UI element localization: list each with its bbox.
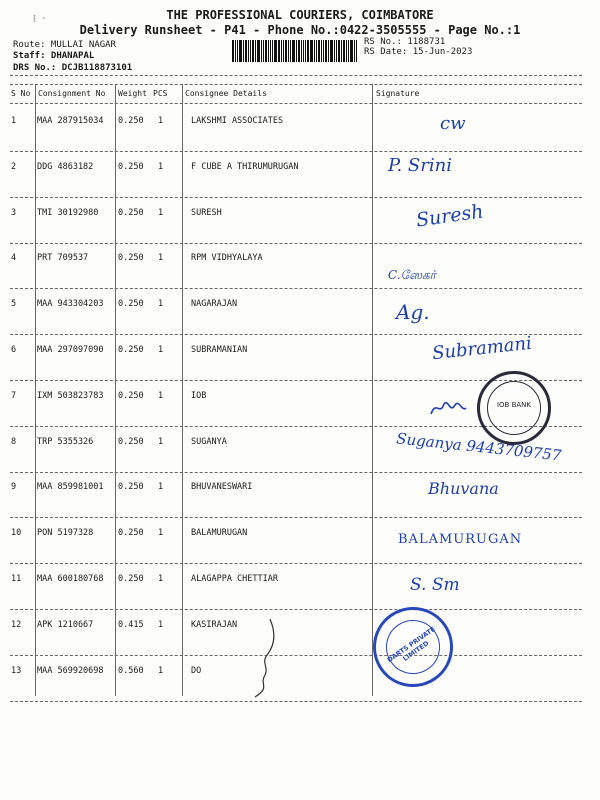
barcode-bar: [341, 40, 342, 62]
barcode-bar: [283, 40, 284, 62]
row-divider: [10, 563, 582, 564]
runsheet-title: Delivery Runsheet - P41 - Phone No.:0422-3505555 - Page No.:1: [79, 23, 521, 37]
row-divider: [10, 151, 582, 152]
cell-pcs: 1: [158, 253, 164, 264]
row-divider: [10, 701, 582, 702]
cell-weight: 0.250: [118, 207, 144, 218]
cell-consignment: TMI 30192980: [37, 207, 99, 218]
barcode-bar: [255, 40, 256, 62]
cell-consignment: TRP 5355326: [37, 436, 94, 447]
barcode-bar: [321, 40, 322, 62]
cell-weight: 0.250: [118, 574, 144, 584]
row-divider: [10, 334, 582, 335]
cell-consignment: MAA 600180768: [37, 574, 104, 584]
signature-11: S. Sm: [410, 575, 460, 595]
cell-consignee: NAGARAJAN: [191, 299, 238, 310]
barcode-bar: [296, 40, 297, 62]
barcode-bar: [310, 40, 313, 62]
cell-consignment: PON 5197328: [37, 528, 94, 539]
cell-sno: 7: [11, 390, 17, 401]
cell-sno: 1: [11, 116, 17, 126]
cell-pcs: 1: [158, 299, 164, 310]
barcode-bar: [232, 40, 234, 62]
signature-8: Suganya 9443709757: [395, 429, 563, 465]
cell-sno: 13: [11, 665, 22, 676]
cell-consignee: KASIRAJAN: [191, 619, 238, 630]
barcode-bar: [328, 40, 329, 62]
iob-stamp: [477, 371, 551, 445]
barcode-bar: [323, 40, 324, 62]
row-divider: [10, 472, 582, 473]
cell-pcs: 1: [158, 207, 164, 218]
cell-sno: 2: [11, 161, 17, 172]
cell-consignee: SURESH: [191, 207, 222, 218]
barcode-bar: [292, 40, 295, 62]
barcode-bar: [336, 40, 337, 62]
divider: [10, 103, 582, 104]
divider: [10, 84, 582, 85]
cell-sno: 3: [11, 207, 17, 218]
barcode-bar: [250, 40, 251, 62]
barcode-bar: [290, 40, 291, 62]
header-consignee: Consignee Details: [185, 89, 267, 98]
cell-sno: 8: [11, 436, 17, 447]
cell-consignment: MAA 569920698: [37, 665, 104, 676]
barcode-bar: [325, 40, 327, 62]
signature-9: Bhuvana: [428, 479, 499, 498]
barcode-bar: [257, 40, 260, 62]
barcode-bar: [245, 40, 247, 62]
cell-consignment: IXM 503823783: [37, 390, 104, 401]
barcode-bar: [298, 40, 300, 62]
barcode-bar: [265, 40, 267, 62]
barcode-bar: [346, 40, 347, 62]
header-signature: Signature: [376, 89, 420, 98]
cell-sno: 12: [11, 619, 22, 630]
cell-sno: 5: [11, 299, 17, 310]
company-stamp: [357, 591, 468, 702]
column-divider: [115, 84, 116, 696]
cell-consignee: IOB: [191, 390, 207, 401]
barcode-bar: [239, 40, 242, 62]
rs-number: RS No.: 1188731: [364, 37, 446, 47]
cell-consignee: SUBRAMANIAN: [191, 345, 248, 355]
row-divider: [10, 655, 582, 656]
signature-7-scribble: [428, 396, 468, 420]
barcode-bar: [268, 40, 269, 62]
barcode-bar: [305, 40, 306, 62]
barcode-bar: [274, 40, 277, 62]
cell-consignment: MAA 943304203: [37, 299, 104, 310]
cell-pcs: 1: [158, 436, 164, 447]
signature-10: BALAMURUGAN: [398, 532, 523, 547]
cell-weight: 0.250: [118, 299, 144, 310]
cell-weight: 0.250: [118, 116, 144, 126]
iob-stamp-text: IOB BANK: [496, 401, 532, 409]
cell-weight: 0.250: [118, 253, 144, 264]
cell-consignee: SUGANYA: [191, 436, 227, 447]
cell-pcs: 1: [158, 574, 164, 584]
rs-date: RS Date: 15-Jun-2023: [364, 47, 473, 57]
cell-pcs: 1: [158, 619, 164, 630]
company-title: THE PROFESSIONAL COURIERS, COIMBATORE: [166, 8, 434, 22]
cell-consignee: BALAMURUGAN: [191, 528, 248, 539]
cell-consignment: DDG 4863182: [37, 161, 94, 172]
header-consignment: Consignment No: [38, 89, 106, 98]
cell-pcs: 1: [158, 482, 164, 493]
strike-scribble: [245, 615, 285, 700]
barcode-bar: [354, 40, 355, 62]
column-divider: [182, 84, 183, 696]
barcode-bar: [281, 40, 282, 62]
column-divider: [372, 84, 373, 696]
barcode-bar: [248, 40, 249, 62]
barcode-bar: [272, 40, 273, 62]
header-sno: S No: [11, 89, 31, 98]
cell-weight: 0.250: [118, 482, 144, 493]
barcode-bar: [278, 40, 280, 62]
signature-5b: Ag.: [396, 300, 430, 324]
barcode-bar: [334, 40, 335, 62]
signature-3: Suresh: [414, 200, 485, 232]
cell-sno: 6: [11, 345, 17, 355]
barcode-bar: [285, 40, 287, 62]
cell-pcs: 1: [158, 161, 164, 172]
cell-consignee: DO: [191, 665, 202, 676]
cell-pcs: 1: [158, 665, 164, 676]
barcode-bar: [318, 40, 320, 62]
barcode-bar: [314, 40, 315, 62]
barcode-bar: [263, 40, 264, 62]
row-divider: [10, 609, 582, 610]
row-divider: [10, 197, 582, 198]
company-stamp-text: DARTS PRIVATE LIMITED: [385, 625, 437, 665]
route-label: Route: MULLAI NAGAR: [13, 40, 116, 50]
barcode-bar: [316, 40, 317, 62]
signature-6: Subramani: [431, 332, 533, 365]
row-divider: [10, 243, 582, 244]
staff-label: Staff: DHANAPAL: [13, 51, 95, 61]
barcode-bar: [235, 40, 236, 62]
cell-pcs: 1: [158, 390, 164, 401]
drs-number: DRS No.: DCJB118873101: [13, 63, 133, 73]
cell-weight: 0.250: [118, 390, 144, 401]
cell-sno: 9: [11, 482, 17, 493]
cell-consignment: MAA 297097090: [37, 345, 104, 355]
corner-mark: ⁅ ⁃: [32, 14, 46, 23]
cell-consignee: LAKSHMI ASSOCIATES: [191, 116, 284, 126]
cell-sno: 4: [11, 253, 17, 264]
barcode-bar: [350, 40, 353, 62]
cell-weight: 0.415: [118, 619, 144, 630]
barcode-bar: [303, 40, 304, 62]
signature-5a: C.ஸேகர்: [388, 268, 436, 282]
barcode-bar: [261, 40, 262, 62]
cell-consignment: MAA 287915034: [37, 116, 104, 126]
barcode-bar: [330, 40, 333, 62]
barcode-bar: [343, 40, 345, 62]
column-divider: [35, 84, 36, 696]
cell-consignment: MAA 859981001: [37, 482, 104, 493]
header-weight: Weight: [118, 89, 147, 98]
barcode-bar: [252, 40, 254, 62]
header-pcs: PCS: [153, 89, 168, 98]
cell-weight: 0.250: [118, 528, 144, 539]
divider: [10, 75, 582, 76]
signature-2: P. Srini: [388, 155, 452, 176]
barcode-bar: [237, 40, 238, 62]
cell-consignment: PRT 709537: [37, 253, 89, 264]
cell-consignee: BHUVANESWARI: [191, 482, 253, 493]
barcode-bar: [348, 40, 349, 62]
cell-sno: 10: [11, 528, 22, 539]
row-divider: [10, 288, 582, 289]
cell-pcs: 1: [158, 116, 164, 126]
row-divider: [10, 517, 582, 518]
barcode-bar: [270, 40, 271, 62]
barcode-bar: [307, 40, 309, 62]
signature-1: cw: [440, 113, 466, 134]
cell-weight: 0.250: [118, 161, 144, 172]
cell-weight: 0.250: [118, 345, 144, 355]
barcode-bar: [301, 40, 302, 62]
cell-consignee: RPM VIDHYALAYA: [191, 253, 263, 264]
barcode-bar: [288, 40, 289, 62]
barcode-bar: [356, 40, 357, 62]
cell-pcs: 1: [158, 345, 164, 355]
cell-consignment: APK 1210667: [37, 619, 94, 630]
cell-pcs: 1: [158, 528, 164, 539]
barcode-bar: [338, 40, 340, 62]
cell-weight: 0.560: [118, 665, 144, 676]
cell-weight: 0.250: [118, 436, 144, 447]
barcode: [232, 40, 358, 62]
barcode-bar: [243, 40, 244, 62]
cell-consignee: F CUBE A THIRUMURUGAN: [191, 161, 299, 172]
cell-consignee: ALAGAPPA CHETTIAR: [191, 574, 278, 584]
cell-sno: 11: [11, 574, 22, 584]
